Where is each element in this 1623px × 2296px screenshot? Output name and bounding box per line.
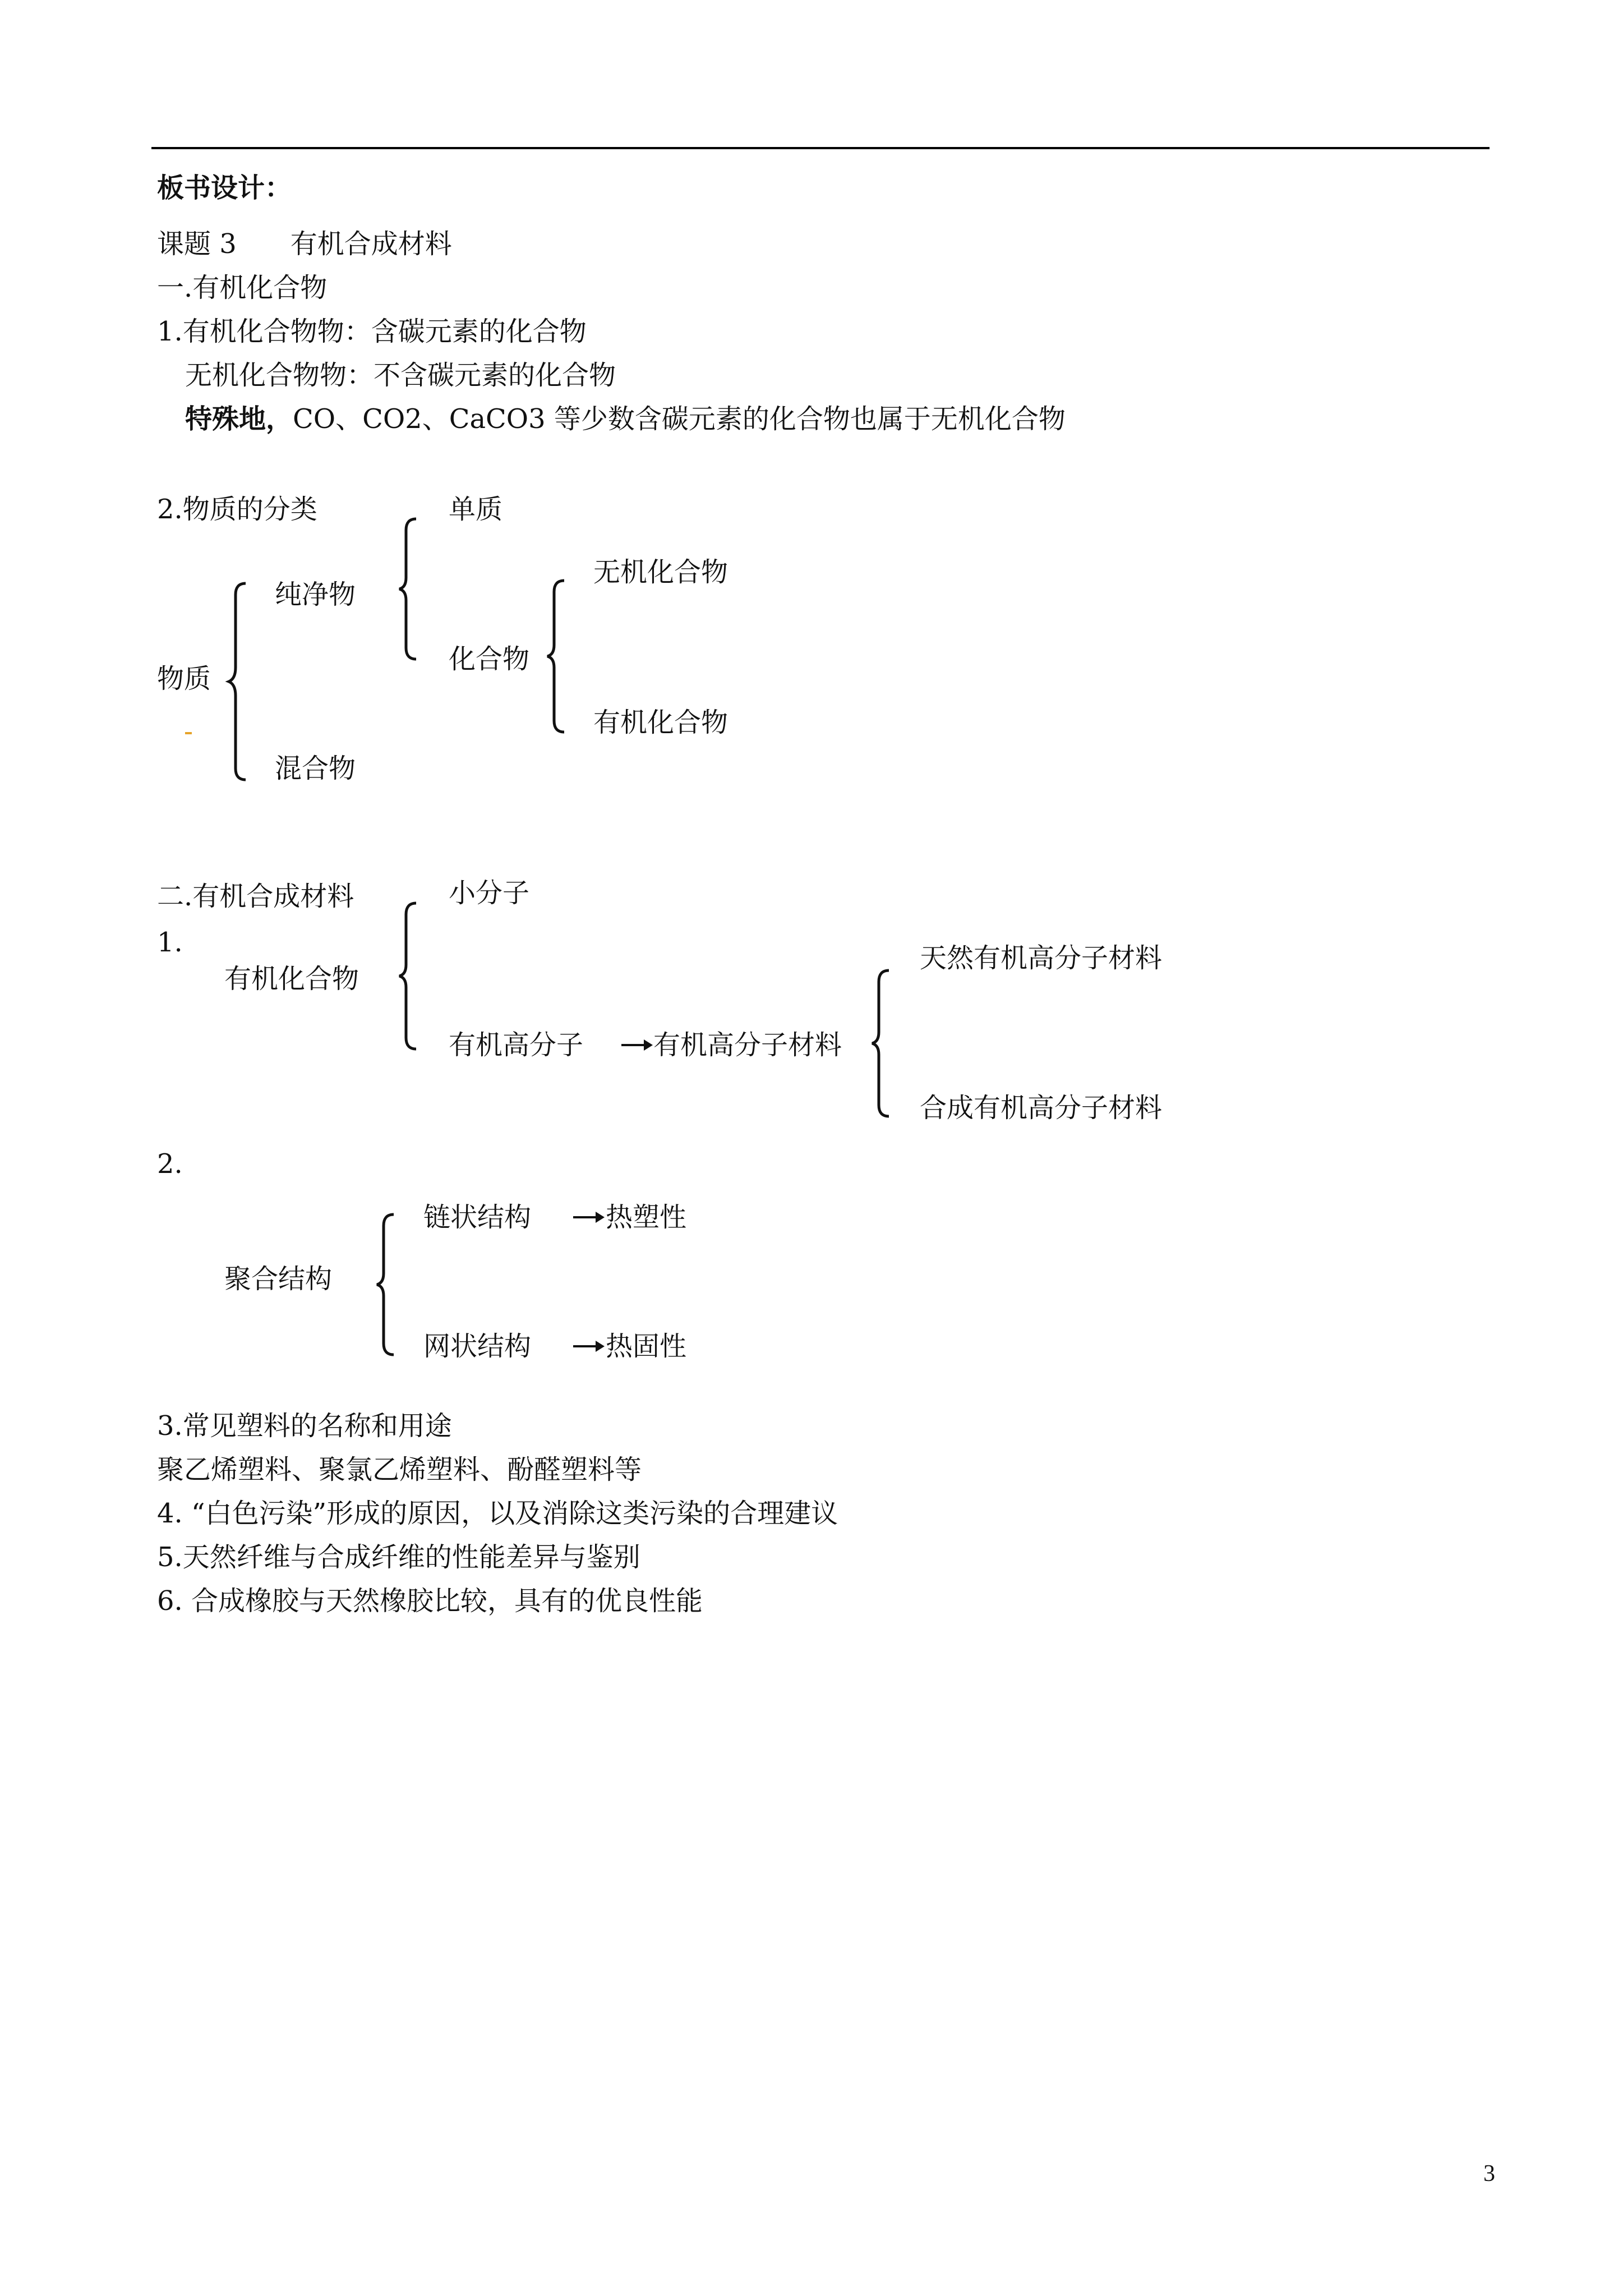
special-label: 特殊地， [185, 403, 293, 435]
tree1-synthetic: 合成有机高分子材料 [920, 1092, 1163, 1124]
tree-element: 单质 [449, 494, 503, 525]
tree2-chain: 链状结构 [423, 1202, 532, 1233]
section2-item5: 5.天然纤维与合成纤维的性能差异与鉴别 [157, 1542, 640, 1573]
tree1-root: 有机化合物 [224, 963, 359, 995]
board-title: 板书设计： [157, 172, 292, 204]
tree-compound: 化合物 [449, 643, 530, 675]
lesson-title: 课题 3 有机合成材料 [157, 228, 452, 260]
section1-item1: 1.有机化合物物：含碳元素的化合物 [157, 316, 587, 347]
tree1-natural: 天然有机高分子材料 [920, 942, 1163, 974]
section2-item3: 3.常见塑料的名称和用途 [157, 1410, 452, 1442]
tree-mixture: 混合物 [275, 753, 356, 784]
stray-mark [185, 732, 192, 734]
section1-item1b: 无机化合物物：不含碳元素的化合物 [185, 360, 616, 391]
brace-material [872, 970, 895, 1116]
arrow-network [573, 1345, 602, 1347]
tree2-root: 聚合结构 [224, 1263, 333, 1295]
section1-special [185, 402, 1066, 436]
brace-pure [399, 519, 422, 659]
tree1-small: 小分子 [449, 877, 530, 909]
arrow-macro-material [621, 1044, 651, 1046]
tree1-material: 有机高分子材料 [653, 1029, 842, 1061]
tree-inorganic: 无机化合物 [593, 556, 728, 588]
section2-item3b: 聚乙烯塑料、聚氯乙烯塑料、酚醛塑料等 [157, 1454, 642, 1485]
tree-organic: 有机化合物 [593, 707, 728, 738]
brace-organic [399, 903, 422, 1049]
page-number: 3 [1483, 2161, 1495, 2187]
tree1-macro: 有机高分子 [449, 1029, 584, 1061]
section2-item4: 4. “白色污染”形成的原因，以及消除这类污染的合理建议 [157, 1498, 838, 1529]
header-rule [151, 147, 1490, 149]
brace-structure [377, 1214, 399, 1355]
brace-compound [547, 581, 570, 732]
section2-item6: 6. 合成橡胶与天然橡胶比较，具有的优良性能 [157, 1585, 703, 1617]
arrow-chain [573, 1216, 602, 1218]
special-text: CO、CO2、CaCO3 等少数含碳元素的化合物也属于无机化合物 [293, 403, 1066, 435]
tree2-thermoset: 热固性 [606, 1331, 687, 1362]
tree-root: 物质 [157, 663, 211, 694]
section2-heading: 二.有机合成材料 [157, 881, 354, 912]
section2-num2: 2. [157, 1148, 183, 1180]
tree2-thermoplastic: 热塑性 [606, 1202, 687, 1233]
section2-num1: 1. [157, 927, 183, 958]
section1-heading: 一.有机化合物 [157, 272, 328, 303]
tree-pure: 纯净物 [275, 579, 356, 610]
section1-item2: 2.物质的分类 [157, 494, 317, 525]
brace-matter [229, 583, 251, 780]
tree2-network: 网状结构 [423, 1331, 532, 1362]
